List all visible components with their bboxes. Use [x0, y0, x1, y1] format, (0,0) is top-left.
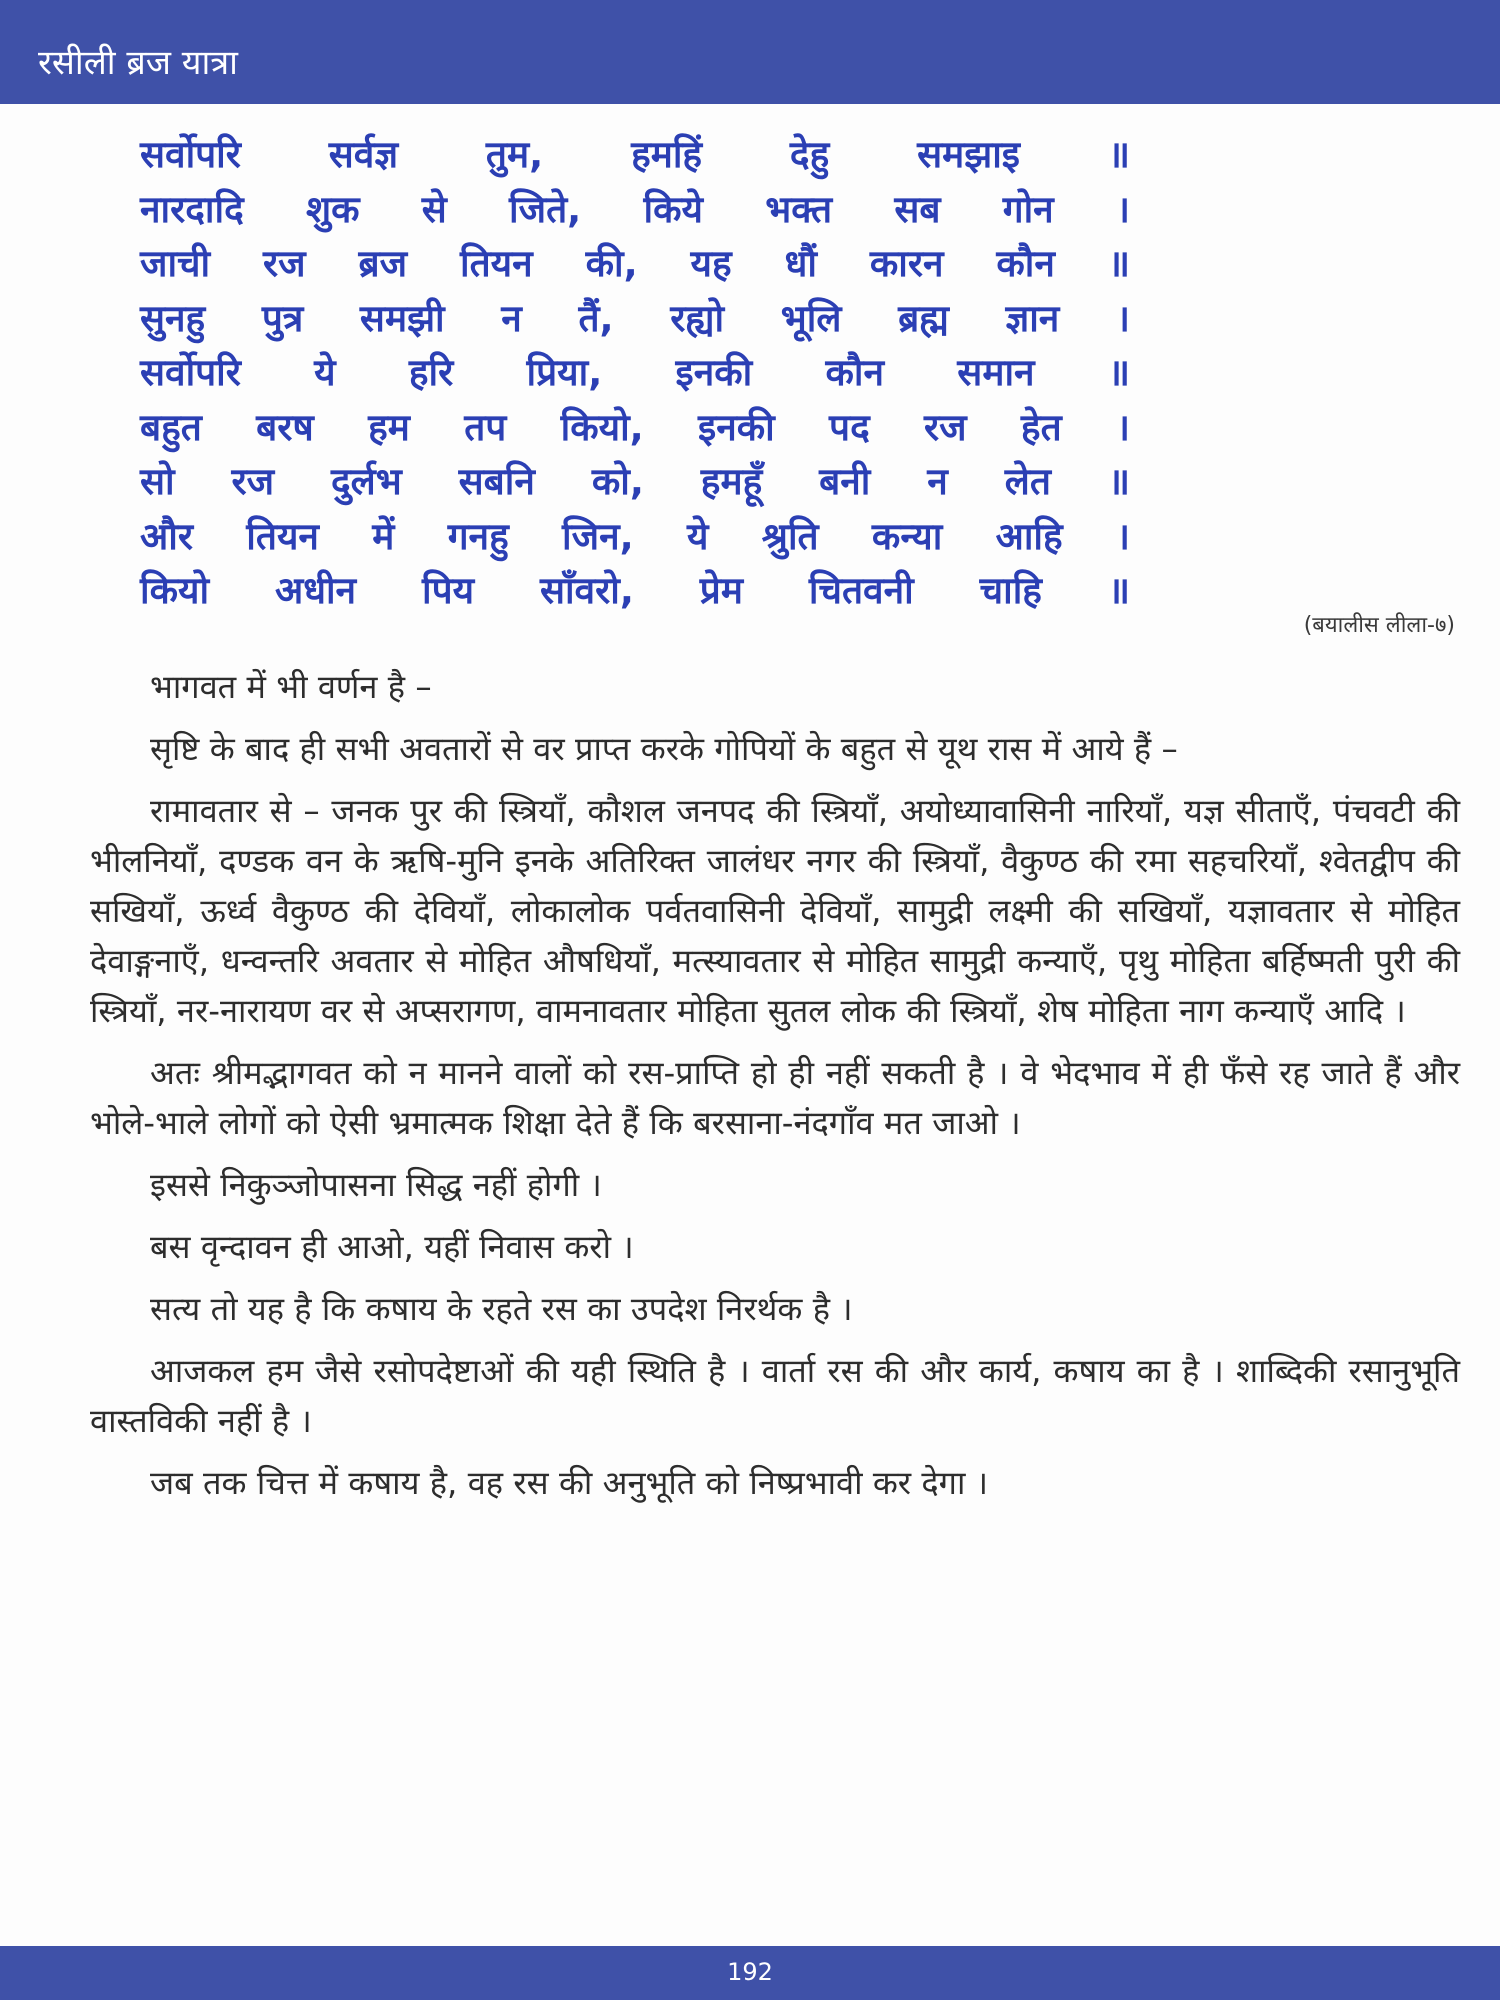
verse-block — [140, 128, 1130, 619]
verse-line: कियो अधीन पिय साँवरो, प्रेम चितवनी चाहि ॥ — [140, 569, 1130, 612]
body-paragraph: आजकल हम जैसे रसोपदेष्टाओं की यही स्थिति है । वार्ता रस की और कार्य, कषाय का है । शाब्दिकी रसानुभूति वास्तविकी नहीं है । — [90, 1352, 1460, 1440]
body-paragraph: अतः श्रीमद्भागवत को न मानने वालों को रस-प्राप्ति हो ही नहीं सकती है । वे भेदभाव में ही फँसे रह जाते हैं और भोले-भाले लोगों को ऐसी भ्रमात्मक शिक्षा देते हैं कि बरसाना-नंदगाँव मत जाओ । — [90, 1054, 1460, 1142]
body-paragraph: सृष्टि के बाद ही सभी अवतारों से वर प्राप्त करके गोपियों के बहुत से यूथ रास में आये हैं – — [150, 730, 1178, 768]
body-paragraph: रामावतार से – जनक पुर की स्त्रियाँ, कौशल जनपद की स्त्रियाँ, अयोध्यावासिनी नारियाँ, यज्ञ सीताएँ, पंचवटी की भीलनियाँ, दण्डक वन के ऋषि-मुनि इनके अतिरिक्त जालंधर नगर की स्त्रियाँ, वैकुण्ठ की रमा सहचरियाँ, श्वेतद्वीप की सखियाँ, ऊर्ध्व वैकुण्ठ की देवियाँ, लोकालोक पर्वतवासिनी देवियाँ, सामुद्री लक्ष्मी की सखियाँ, यज्ञावतार से मोहित देवाङ्गनाएँ, धन्वन्तरि अवतार से मोहित औषधियाँ, मत्स्यावतार से मोहित सामुद्री कन्याएँ, पृथु मोहिता बर्हिष्मती पुरी की स्त्रियाँ, नर-नारायण वर से अप्सरागण, वामनावतार मोहिता सुतल लोक की स्त्रियाँ, शेष मोहिता नाग कन्याएँ आदि । — [90, 792, 1460, 1030]
verse-line: नारदादि शुक से जिते, किये भक्त सब गोन । — [140, 187, 1130, 231]
running-header-title: रसीली ब्रज यात्रा — [38, 43, 238, 83]
verse-line: जाची रज ब्रज तियन की, यह धौं कारन कौन ॥ — [140, 242, 1130, 285]
verse-line: और तियन में गनहु जिन, ये श्रुति कन्या आहि । — [140, 514, 1130, 558]
verse-line: सर्वोपरि सर्वज्ञ तुम, हमहिं देहु समझाइ ॥ — [140, 133, 1130, 176]
verse-line: सुनहु पुत्र समझी न तैं, रह्यो भूलि ब्रह्म ज्ञान । — [140, 296, 1130, 340]
verse-line: बहुत बरष हम तप कियो, इनकी पद रज हेत । — [140, 405, 1130, 449]
body-paragraph: जब तक चित्त में कषाय है, वह रस की अनुभूति को निष्प्रभावी कर देगा । — [150, 1464, 989, 1502]
body-paragraph: बस वृन्दावन ही आओ, यहीं निवास करो । — [150, 1228, 634, 1266]
body-text — [90, 662, 1460, 1520]
body-paragraph: भागवत में भी वर्णन है – — [150, 668, 432, 706]
verse-line: सो रज दुर्लभ सबनि को, हमहूँ बनी न लेत ॥ — [140, 460, 1130, 503]
verse-line: सर्वोपरि ये हरि प्रिया, इनकी कौन समान ॥ — [140, 351, 1130, 394]
page-number: 192 — [727, 1958, 773, 1986]
body-paragraph: सत्य तो यह है कि कषाय के रहते रस का उपदेश निरर्थक है । — [150, 1290, 853, 1328]
verse-citation: (बयालीस लीला-७) — [1303, 613, 1455, 638]
body-paragraph: इससे निकुञ्जोपासना सिद्ध नहीं होगी । — [150, 1166, 602, 1204]
